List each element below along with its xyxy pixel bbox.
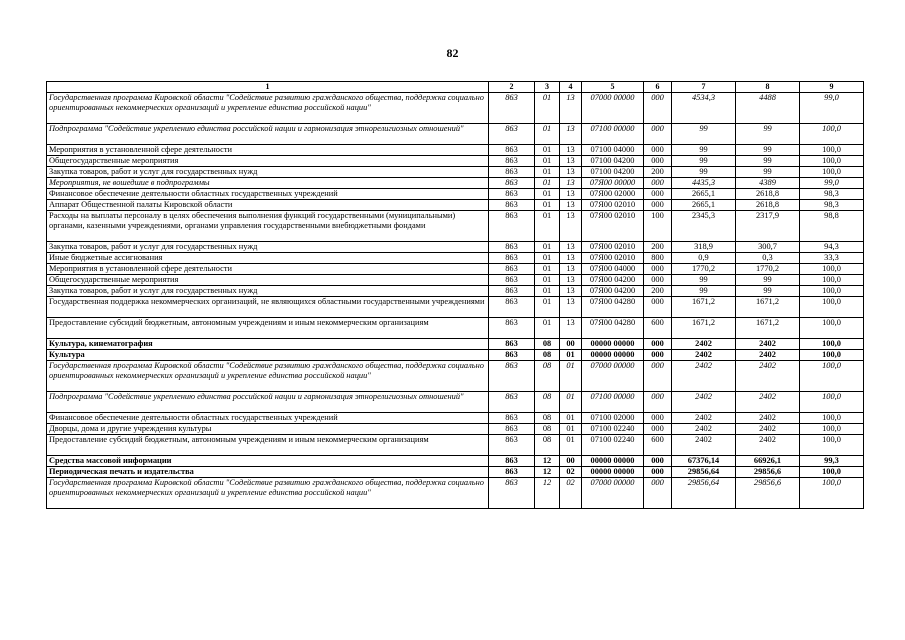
row-name-cell: Финансовое обеспечение деятельности областных государственных учреждений [47,413,489,424]
grbs-code-cell: 863 [489,93,535,124]
expense-type-cell: 600 [644,318,672,339]
target-article-cell: 00000 00000 [582,339,644,350]
planned-amount-cell: 2402 [672,413,736,424]
section-code-cell: 08 [535,413,560,424]
table-row [47,200,864,211]
subsection-code-cell: 13 [560,156,582,167]
grbs-code-cell: 863 [489,145,535,156]
execution-percent-cell: 100,0 [800,478,864,509]
target-article-cell: 07Я00 02010 [582,253,644,264]
subsection-code-cell: 13 [560,200,582,211]
subsection-code-cell: 02 [560,478,582,509]
column-header: 9 [800,82,864,93]
table-row [47,413,864,424]
table-row [47,124,864,145]
table-row [47,242,864,253]
execution-percent-cell: 100,0 [800,318,864,339]
subsection-code-cell: 01 [560,435,582,456]
execution-percent-cell: 99,3 [800,456,864,467]
table-row [47,275,864,286]
section-code-cell: 01 [535,167,560,178]
target-article-cell: 07100 02000 [582,413,644,424]
row-name-cell: Расходы на выплаты персоналу в целях обеспечения выполнения функций государственными (муниципальными) органами, казенными учреждениями, органами управления государственными внебюджетными фондами [47,211,489,242]
expense-type-cell: 000 [644,350,672,361]
table-row [47,178,864,189]
table-row [47,478,864,509]
section-code-cell: 01 [535,264,560,275]
planned-amount-cell: 1671,2 [672,297,736,318]
subsection-code-cell: 02 [560,467,582,478]
table-row [47,189,864,200]
grbs-code-cell: 863 [489,392,535,413]
section-code-cell: 12 [535,478,560,509]
expense-type-cell: 200 [644,286,672,297]
column-header: 1 [47,82,489,93]
execution-percent-cell: 100,0 [800,286,864,297]
subsection-code-cell: 13 [560,93,582,124]
target-article-cell: 07Я00 04000 [582,264,644,275]
planned-amount-cell: 2665,1 [672,200,736,211]
target-article-cell: 07100 04200 [582,167,644,178]
subsection-code-cell: 13 [560,318,582,339]
subsection-code-cell: 01 [560,424,582,435]
row-name-cell: Предоставление субсидий бюджетным, автономным учреждениям и иным некоммерческим организациям [47,318,489,339]
expense-type-cell: 000 [644,424,672,435]
subsection-code-cell: 13 [560,275,582,286]
expense-type-cell: 000 [644,264,672,275]
actual-amount-cell: 1671,2 [736,318,800,339]
expense-type-cell: 000 [644,478,672,509]
section-code-cell: 08 [535,392,560,413]
row-name-cell: Аппарат Общественной палаты Кировской области [47,200,489,211]
table-row [47,264,864,275]
grbs-code-cell: 863 [489,167,535,178]
expense-type-cell: 000 [644,467,672,478]
actual-amount-cell: 2402 [736,413,800,424]
target-article-cell: 07100 04000 [582,145,644,156]
column-header: 5 [582,82,644,93]
target-article-cell: 07100 00000 [582,124,644,145]
table-row [47,339,864,350]
row-name-cell: Культура [47,350,489,361]
planned-amount-cell: 2402 [672,435,736,456]
execution-percent-cell: 100,0 [800,435,864,456]
execution-percent-cell: 99,0 [800,178,864,189]
section-code-cell: 08 [535,424,560,435]
grbs-code-cell: 863 [489,467,535,478]
target-article-cell: 07Я00 02010 [582,200,644,211]
planned-amount-cell: 99 [672,167,736,178]
planned-amount-cell: 2345,3 [672,211,736,242]
expense-type-cell: 000 [644,93,672,124]
planned-amount-cell: 2402 [672,361,736,392]
grbs-code-cell: 863 [489,275,535,286]
actual-amount-cell: 2402 [736,361,800,392]
actual-amount-cell: 99 [736,156,800,167]
target-article-cell: 00000 00000 [582,350,644,361]
target-article-cell: 07Я00 02010 [582,211,644,242]
table-row [47,424,864,435]
actual-amount-cell: 99 [736,124,800,145]
planned-amount-cell: 1770,2 [672,264,736,275]
row-name-cell: Мероприятия в установленной сфере деятельности [47,264,489,275]
execution-percent-cell: 100,0 [800,156,864,167]
target-article-cell: 07000 00000 [582,93,644,124]
row-name-cell: Финансовое обеспечение деятельности областных государственных учреждений [47,189,489,200]
subsection-code-cell: 00 [560,456,582,467]
planned-amount-cell: 99 [672,124,736,145]
actual-amount-cell: 4389 [736,178,800,189]
section-code-cell: 01 [535,178,560,189]
row-name-cell: Иные бюджетные ассигнования [47,253,489,264]
planned-amount-cell: 4435,3 [672,178,736,189]
row-name-cell: Средства массовой информации [47,456,489,467]
expense-type-cell: 000 [644,156,672,167]
expense-type-cell: 600 [644,435,672,456]
subsection-code-cell: 13 [560,145,582,156]
table-row [47,167,864,178]
section-code-cell: 01 [535,275,560,286]
subsection-code-cell: 13 [560,189,582,200]
table-row [47,286,864,297]
actual-amount-cell: 99 [736,275,800,286]
expense-type-cell: 200 [644,242,672,253]
grbs-code-cell: 863 [489,297,535,318]
target-article-cell: 07Я00 02000 [582,189,644,200]
target-article-cell: 07Я00 00000 [582,178,644,189]
subsection-code-cell: 13 [560,211,582,242]
grbs-code-cell: 863 [489,253,535,264]
row-name-cell: Мероприятия, не вошедшие в подпрограммы [47,178,489,189]
subsection-code-cell: 13 [560,297,582,318]
actual-amount-cell: 29856,6 [736,467,800,478]
grbs-code-cell: 863 [489,350,535,361]
row-name-cell: Закупка товаров, работ и услуг для государственных нужд [47,286,489,297]
actual-amount-cell: 2618,8 [736,200,800,211]
expense-type-cell: 000 [644,392,672,413]
table-row [47,253,864,264]
planned-amount-cell: 2665,1 [672,189,736,200]
row-name-cell: Подпрограмма "Содействие укреплению единства российской нации и гармонизация этнорелигиозных отношений" [47,124,489,145]
planned-amount-cell: 99 [672,156,736,167]
planned-amount-cell: 2402 [672,424,736,435]
table-row [47,350,864,361]
execution-percent-cell: 100,0 [800,467,864,478]
expense-type-cell: 000 [644,178,672,189]
execution-percent-cell: 100,0 [800,145,864,156]
section-code-cell: 01 [535,297,560,318]
planned-amount-cell: 99 [672,275,736,286]
grbs-code-cell: 863 [489,339,535,350]
planned-amount-cell: 29856,64 [672,478,736,509]
column-header: 3 [535,82,560,93]
grbs-code-cell: 863 [489,264,535,275]
expense-type-cell: 200 [644,167,672,178]
actual-amount-cell: 29856,6 [736,478,800,509]
planned-amount-cell: 2402 [672,392,736,413]
grbs-code-cell: 863 [489,124,535,145]
subsection-code-cell: 13 [560,286,582,297]
grbs-code-cell: 863 [489,361,535,392]
expense-type-cell: 000 [644,124,672,145]
execution-percent-cell: 100,0 [800,124,864,145]
execution-percent-cell: 100,0 [800,297,864,318]
subsection-code-cell: 13 [560,253,582,264]
section-code-cell: 01 [535,93,560,124]
target-article-cell: 07Я00 02010 [582,242,644,253]
row-name-cell: Общегосударственные мероприятия [47,275,489,286]
table-row [47,297,864,318]
table-row [47,392,864,413]
target-article-cell: 00000 00000 [582,467,644,478]
row-name-cell: Подпрограмма "Содействие укреплению единства российской нации и гармонизация этнорелигиозных отношений" [47,392,489,413]
subsection-code-cell: 01 [560,350,582,361]
subsection-code-cell: 13 [560,178,582,189]
section-code-cell: 01 [535,189,560,200]
execution-percent-cell: 100,0 [800,167,864,178]
column-header: 2 [489,82,535,93]
planned-amount-cell: 2402 [672,339,736,350]
actual-amount-cell: 2402 [736,339,800,350]
execution-percent-cell: 100,0 [800,350,864,361]
expense-type-cell: 100 [644,211,672,242]
actual-amount-cell: 66926,1 [736,456,800,467]
section-code-cell: 01 [535,318,560,339]
execution-percent-cell: 99,0 [800,93,864,124]
table-row [47,361,864,392]
grbs-code-cell: 863 [489,318,535,339]
target-article-cell: 07000 00000 [582,361,644,392]
table-body [47,93,864,509]
actual-amount-cell: 2402 [736,392,800,413]
expense-type-cell: 000 [644,200,672,211]
planned-amount-cell: 29856,64 [672,467,736,478]
actual-amount-cell: 99 [736,286,800,297]
subsection-code-cell: 01 [560,392,582,413]
table-row [47,435,864,456]
section-code-cell: 01 [535,211,560,242]
section-code-cell: 01 [535,145,560,156]
subsection-code-cell: 13 [560,264,582,275]
actual-amount-cell: 4488 [736,93,800,124]
subsection-code-cell: 13 [560,242,582,253]
planned-amount-cell: 0,9 [672,253,736,264]
execution-percent-cell: 33,3 [800,253,864,264]
execution-percent-cell: 100,0 [800,413,864,424]
expense-type-cell: 000 [644,339,672,350]
execution-percent-cell: 98,3 [800,189,864,200]
execution-percent-cell: 94,3 [800,242,864,253]
row-name-cell: Государственная программа Кировской области "Содействие развитию гражданского общества, поддержка социально ориентированных некоммерческих организаций и укрепление единства российской нации" [47,478,489,509]
execution-percent-cell: 100,0 [800,339,864,350]
column-header: 4 [560,82,582,93]
execution-percent-cell: 100,0 [800,361,864,392]
expense-type-cell: 800 [644,253,672,264]
grbs-code-cell: 863 [489,435,535,456]
target-article-cell: 07Я00 04280 [582,297,644,318]
grbs-code-cell: 863 [489,211,535,242]
expense-type-cell: 000 [644,189,672,200]
target-article-cell: 07Я00 04200 [582,286,644,297]
target-article-cell: 07100 04200 [582,156,644,167]
execution-percent-cell: 100,0 [800,424,864,435]
grbs-code-cell: 863 [489,413,535,424]
actual-amount-cell: 2402 [736,435,800,456]
section-code-cell: 01 [535,124,560,145]
expense-type-cell: 000 [644,275,672,286]
column-header: 7 [672,82,736,93]
header-row [47,82,864,93]
grbs-code-cell: 863 [489,286,535,297]
row-name-cell: Периодическая печать и издательства [47,467,489,478]
actual-amount-cell: 2402 [736,350,800,361]
subsection-code-cell: 01 [560,413,582,424]
table-row [47,211,864,242]
table-row [47,467,864,478]
section-code-cell: 01 [535,200,560,211]
section-code-cell: 12 [535,456,560,467]
planned-amount-cell: 67376,14 [672,456,736,467]
expense-type-cell: 000 [644,413,672,424]
column-header: 8 [736,82,800,93]
execution-percent-cell: 98,3 [800,200,864,211]
target-article-cell: 07Я00 04200 [582,275,644,286]
planned-amount-cell: 99 [672,145,736,156]
expense-type-cell: 000 [644,145,672,156]
actual-amount-cell: 99 [736,167,800,178]
grbs-code-cell: 863 [489,200,535,211]
execution-percent-cell: 100,0 [800,392,864,413]
execution-percent-cell: 100,0 [800,275,864,286]
target-article-cell: 07100 00000 [582,392,644,413]
actual-amount-cell: 2317,9 [736,211,800,242]
row-name-cell: Государственная программа Кировской области "Содействие развитию гражданского общества, поддержка социально ориентированных некоммерческих организаций и укрепление единства российской нации" [47,361,489,392]
execution-percent-cell: 98,8 [800,211,864,242]
row-name-cell: Культура, кинематография [47,339,489,350]
grbs-code-cell: 863 [489,242,535,253]
target-article-cell: 07000 00000 [582,478,644,509]
expense-type-cell: 000 [644,361,672,392]
row-name-cell: Общегосударственные мероприятия [47,156,489,167]
row-name-cell: Закупка товаров, работ и услуг для государственных нужд [47,242,489,253]
planned-amount-cell: 1671,2 [672,318,736,339]
row-name-cell: Государственная поддержка некоммерческих организаций, не являющихся областными государственными учреждениями [47,297,489,318]
row-name-cell: Дворцы, дома и другие учреждения культуры [47,424,489,435]
section-code-cell: 01 [535,156,560,167]
grbs-code-cell: 863 [489,424,535,435]
target-article-cell: 00000 00000 [582,456,644,467]
actual-amount-cell: 300,7 [736,242,800,253]
section-code-cell: 08 [535,361,560,392]
execution-percent-cell: 100,0 [800,264,864,275]
actual-amount-cell: 2618,8 [736,189,800,200]
target-article-cell: 07100 02240 [582,424,644,435]
actual-amount-cell: 0,3 [736,253,800,264]
section-code-cell: 08 [535,350,560,361]
actual-amount-cell: 1671,2 [736,297,800,318]
subsection-code-cell: 01 [560,361,582,392]
grbs-code-cell: 863 [489,178,535,189]
section-code-cell: 01 [535,253,560,264]
row-name-cell: Закупка товаров, работ и услуг для государственных нужд [47,167,489,178]
table-row [47,145,864,156]
table-row [47,156,864,167]
grbs-code-cell: 863 [489,156,535,167]
budget-table [46,81,864,509]
row-name-cell: Предоставление субсидий бюджетным, автономным учреждениям и иным некоммерческим организациям [47,435,489,456]
table-row [47,93,864,124]
section-code-cell: 12 [535,467,560,478]
row-name-cell: Государственная программа Кировской области "Содействие развитию гражданского общества, поддержка социально ориентированных некоммерческих организаций и укрепление единства российской нации" [47,93,489,124]
actual-amount-cell: 99 [736,145,800,156]
planned-amount-cell: 318,9 [672,242,736,253]
planned-amount-cell: 2402 [672,350,736,361]
table-row [47,456,864,467]
section-code-cell: 01 [535,286,560,297]
section-code-cell: 08 [535,339,560,350]
column-header: 6 [644,82,672,93]
page-number: 82 [446,46,459,60]
subsection-code-cell: 00 [560,339,582,350]
grbs-code-cell: 863 [489,189,535,200]
planned-amount-cell: 4534,3 [672,93,736,124]
target-article-cell: 07100 02240 [582,435,644,456]
section-code-cell: 08 [535,435,560,456]
actual-amount-cell: 1770,2 [736,264,800,275]
planned-amount-cell: 99 [672,286,736,297]
target-article-cell: 07Я00 04280 [582,318,644,339]
section-code-cell: 01 [535,242,560,253]
actual-amount-cell: 2402 [736,424,800,435]
table-row [47,318,864,339]
grbs-code-cell: 863 [489,478,535,509]
subsection-code-cell: 13 [560,124,582,145]
subsection-code-cell: 13 [560,167,582,178]
expense-type-cell: 000 [644,456,672,467]
row-name-cell: Мероприятия в установленной сфере деятельности [47,145,489,156]
expense-type-cell: 000 [644,297,672,318]
grbs-code-cell: 863 [489,456,535,467]
